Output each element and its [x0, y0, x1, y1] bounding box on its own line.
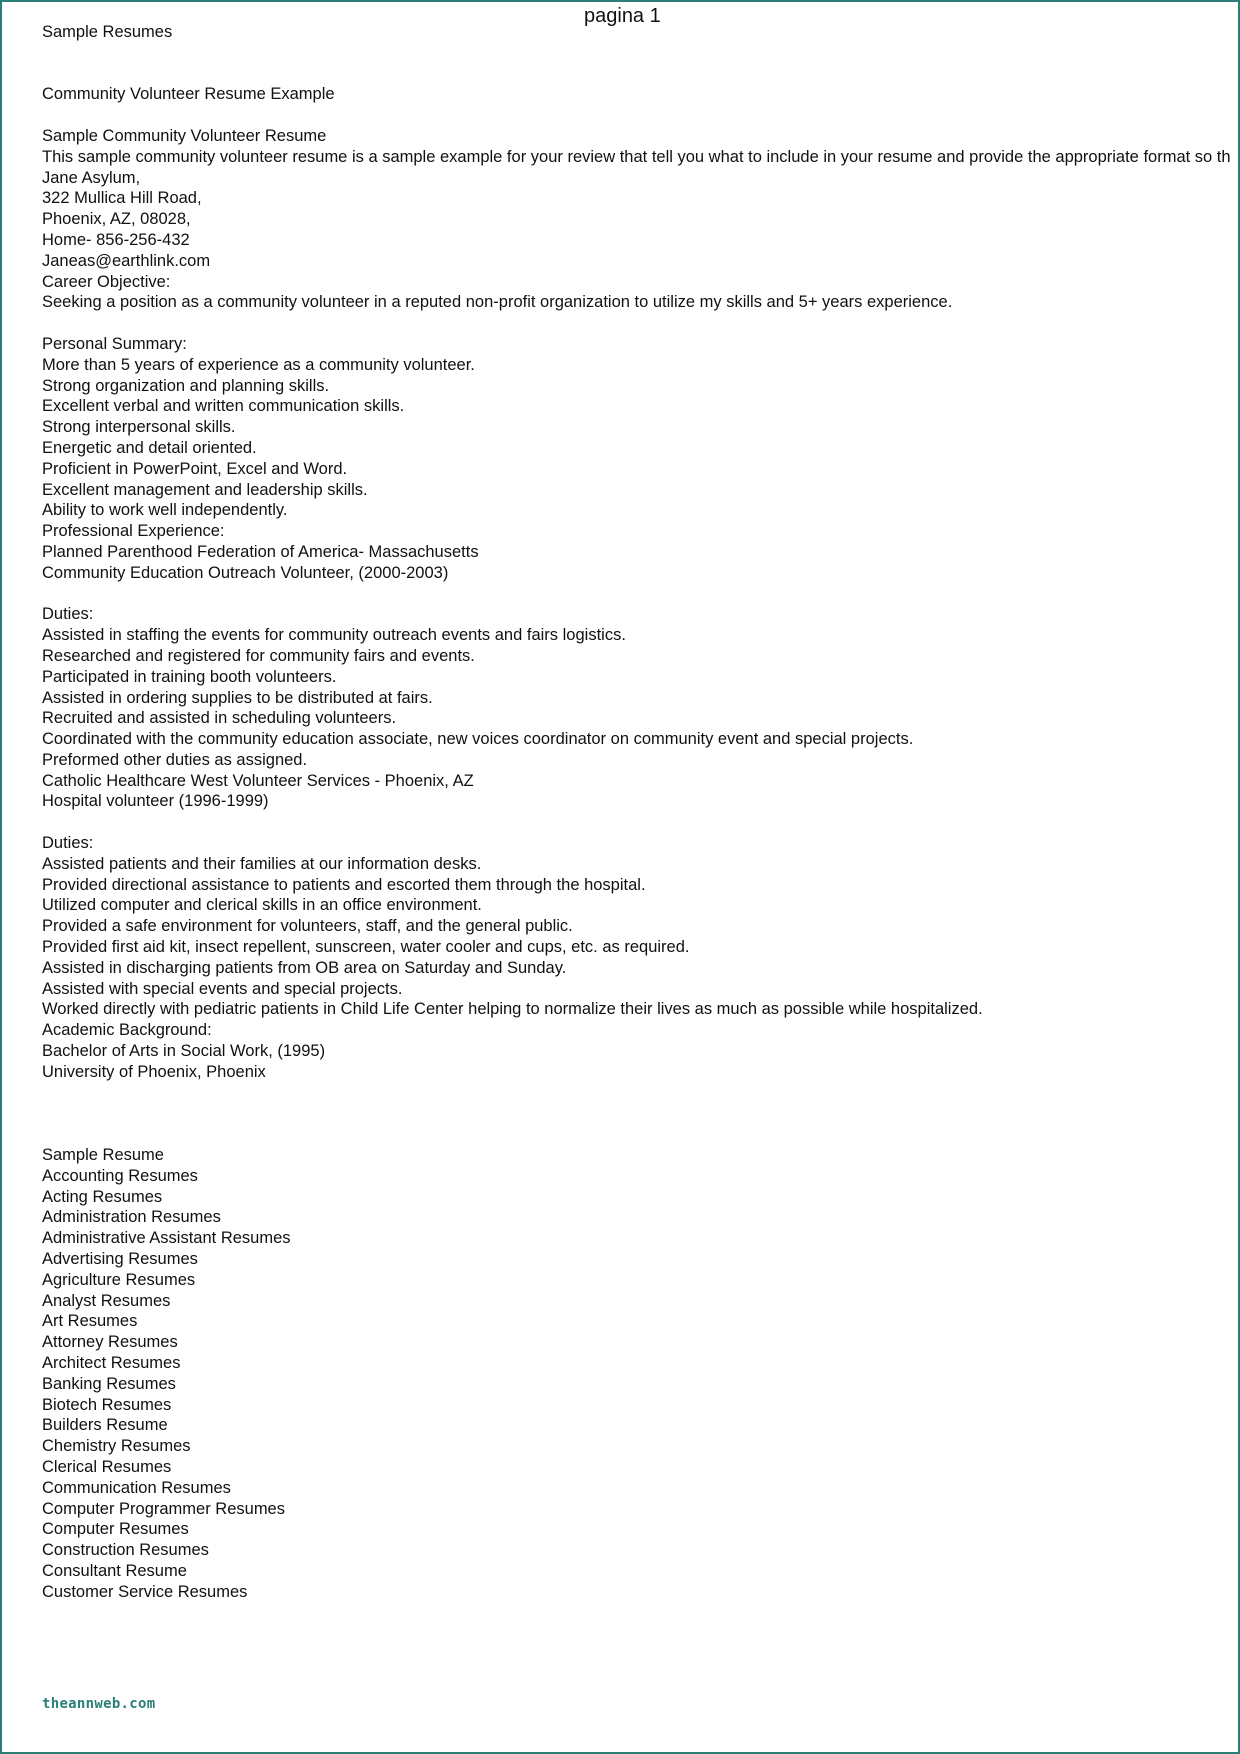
links-heading: Sample Resume: [42, 1146, 164, 1165]
document-body: [42, 22, 1231, 1603]
objective-heading: Career Objective:: [42, 272, 171, 291]
spacer: [42, 43, 1231, 85]
job2-duty: Provided first aid kit, insect repellent, sunscreen, water cooler and cups, etc. as required.: [42, 938, 690, 957]
summary-item: Excellent management and leadership skills.: [42, 480, 368, 499]
job2-duties-heading: Duties:: [42, 834, 94, 853]
spacer: [42, 1083, 1231, 1145]
section-title: Sample Community Volunteer Resume: [42, 126, 327, 145]
resume-link[interactable]: Consultant Resume: [42, 1561, 187, 1580]
summary-item: More than 5 years of experience as a community volunteer.: [42, 355, 475, 374]
job2-duty: Assisted patients and their families at our information desks.: [42, 854, 482, 873]
summary-item: Strong interpersonal skills.: [42, 418, 236, 437]
resume-link[interactable]: Acting Resumes: [42, 1187, 163, 1206]
degree: Bachelor of Arts in Social Work, (1995): [42, 1042, 326, 1061]
summary-item: Strong organization and planning skills.: [42, 376, 330, 395]
job2-duty: Assisted in discharging patients from OB area on Saturday and Sunday.: [42, 958, 567, 977]
resume-link[interactable]: Architect Resumes: [42, 1354, 181, 1372]
job1-duty: Researched and registered for community fairs and events.: [42, 646, 475, 665]
contact-phone: Home- 856-256-432: [42, 230, 190, 249]
job1-employer: Planned Parenthood Federation of America- Massachusetts: [42, 542, 479, 561]
contact-street: 322 Mullica Hill Road,: [42, 189, 202, 208]
job2-role: Hospital volunteer (1996-1999): [42, 792, 269, 811]
job1-duty: Assisted in staffing the events for community outreach events and fairs logistics.: [42, 626, 626, 645]
spacer: [42, 584, 1231, 605]
job1-duties-heading: Duties:: [42, 605, 94, 624]
resume-link[interactable]: Biotech Resumes: [42, 1395, 172, 1414]
summary-item: Ability to work well independently.: [42, 501, 288, 520]
job2-duty: Provided a safe environment for volunteers, staff, and the general public.: [42, 917, 573, 936]
intro-text: This sample community volunteer resume is a sample example for your review that tell you what to include in your resume and provide the appropriate format so th: [42, 147, 1231, 166]
resume-link[interactable]: Customer Service Resumes: [42, 1582, 248, 1601]
experience-heading: Professional Experience:: [42, 522, 225, 541]
job1-duty: Recruited and assisted in scheduling volunteers.: [42, 709, 397, 728]
resume-link[interactable]: Administrative Assistant Resumes: [42, 1229, 291, 1248]
resume-link[interactable]: Computer Programmer Resumes: [42, 1499, 285, 1518]
job2-duty: Worked directly with pediatric patients in Child Life Center helping to normalize their lives as much as possible while hospitalized.: [42, 1000, 983, 1019]
resume-link[interactable]: Computer Resumes: [42, 1520, 189, 1539]
resume-link[interactable]: Analyst Resumes: [42, 1291, 171, 1310]
school: University of Phoenix, Phoenix: [42, 1062, 266, 1081]
job2-duty: Provided directional assistance to patients and escorted them through the hospital.: [42, 875, 646, 894]
summary-item: Energetic and detail oriented.: [42, 438, 257, 457]
spacer: [42, 313, 1231, 334]
watermark-logo: theannweb.com: [42, 1696, 156, 1712]
resume-link[interactable]: Construction Resumes: [42, 1541, 209, 1560]
objective-text: Seeking a position as a community volunteer in a reputed non-profit organization to utilize my skills and 5+ years experience.: [42, 293, 953, 312]
resume-link[interactable]: Attorney Resumes: [42, 1333, 178, 1352]
resume-link[interactable]: Agriculture Resumes: [42, 1270, 196, 1289]
resume-link[interactable]: Art Resumes: [42, 1312, 138, 1331]
resume-link[interactable]: Communication Resumes: [42, 1478, 231, 1497]
resume-link[interactable]: Chemistry Resumes: [42, 1437, 191, 1456]
site-title: Sample Resumes: [42, 23, 173, 41]
job1-duty: Participated in training booth volunteers.: [42, 667, 337, 686]
resume-link[interactable]: Administration Resumes: [42, 1208, 221, 1227]
resume-link[interactable]: Clerical Resumes: [42, 1457, 172, 1476]
summary-item: Proficient in PowerPoint, Excel and Word.: [42, 459, 348, 478]
spacer: [42, 105, 1231, 126]
contact-name: Jane Asylum,: [42, 168, 141, 187]
resume-link[interactable]: Builders Resume: [42, 1416, 168, 1435]
resume-link[interactable]: Banking Resumes: [42, 1374, 176, 1393]
summary-item: Excellent verbal and written communication skills.: [42, 397, 405, 416]
summary-heading: Personal Summary:: [42, 334, 187, 353]
contact-email: Janeas@earthlink.com: [42, 251, 211, 270]
example-title: Community Volunteer Resume Example: [42, 85, 335, 104]
resume-link[interactable]: Accounting Resumes: [42, 1166, 198, 1185]
job1-duty: Coordinated with the community education associate, new voices coordinator on community event and special projects.: [42, 730, 914, 749]
job2-duty: Utilized computer and clerical skills in an office environment.: [42, 896, 482, 915]
job2-duty: Assisted with special events and special projects.: [42, 979, 403, 998]
contact-city: Phoenix, AZ, 08028,: [42, 210, 191, 229]
spacer: [42, 812, 1231, 833]
page-number: pagina 1: [584, 5, 661, 27]
job1-duty: Preformed other duties as assigned.: [42, 750, 308, 769]
job1-role: Community Education Outreach Volunteer, (2000-2003): [42, 563, 449, 582]
academic-heading: Academic Background:: [42, 1021, 212, 1040]
job2-employer: Catholic Healthcare West Volunteer Services - Phoenix, AZ: [42, 771, 474, 790]
resume-link[interactable]: Advertising Resumes: [42, 1250, 198, 1269]
job1-duty: Assisted in ordering supplies to be distributed at fairs.: [42, 688, 433, 707]
